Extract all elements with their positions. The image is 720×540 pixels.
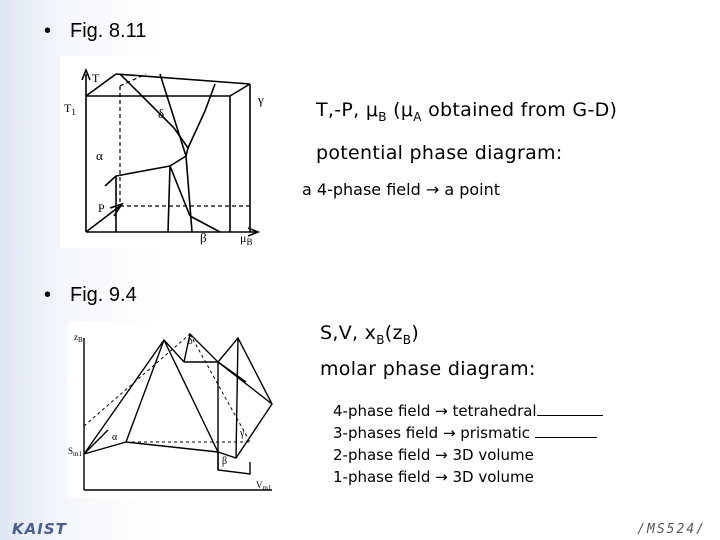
label-gamma: γ (258, 92, 264, 107)
fig811-line2: potential phase diagram: (316, 142, 563, 164)
label-Sm: $S_{m1}$ (68, 446, 82, 458)
fig94-line1: S,V, $x_B(z_B)$ (320, 322, 420, 347)
label-T1: $T_1$ (64, 101, 76, 117)
label-beta: β (222, 456, 228, 467)
bullet-marker: • (44, 20, 52, 42)
label-T: T (92, 71, 100, 85)
label-Vm: $V_{m1}$ (256, 480, 272, 492)
fig811-line3: a 4-phase field → a point (302, 180, 501, 199)
bullet-label: Fig. 8.11 (70, 20, 147, 42)
fig94-line2: molar phase diagram: (320, 358, 536, 380)
bullet-fig-8-11 (44, 20, 146, 43)
figure-8-11-drawing (60, 56, 282, 248)
label-muB: $\mu_B$ (240, 231, 253, 247)
label-zB: $z_B$ (74, 332, 83, 344)
arrow-icon: → (435, 446, 448, 464)
list-item-4phase: 4-phase field → tetrahedral (333, 402, 603, 420)
bullet-label: Fig. 9.4 (70, 284, 137, 306)
arrow-icon: → (435, 468, 448, 486)
underline-blank (537, 415, 603, 416)
arrow-icon: → (425, 180, 440, 199)
arrow-icon: → (435, 402, 448, 420)
fig811-line1: T,-P, $\mu_B$ ($\mu_A$ obtained from G-D) (316, 99, 618, 124)
label-delta: δ (188, 336, 193, 347)
figure-9-4-drawing (68, 322, 280, 498)
figure-8-11 (60, 56, 282, 248)
list-item-3phase: 3-phases field → prismatic (333, 424, 597, 442)
label-gamma: γ (240, 428, 245, 439)
kaist-logo: KAIST (12, 520, 67, 538)
label-P: P (98, 201, 105, 215)
list-item-1phase: 1-phase field → 3D volume (333, 468, 534, 486)
label-alpha: α (112, 432, 118, 443)
label-delta: δ (158, 106, 165, 121)
bullet-fig-9-4 (44, 284, 137, 307)
underline-blank (535, 437, 597, 438)
list-item-2phase: 2-phase field → 3D volume (333, 446, 534, 464)
arrow-icon: → (442, 424, 456, 442)
bullet-marker: • (44, 284, 52, 306)
course-code: /MS524/ (637, 522, 706, 537)
label-alpha: α (96, 148, 103, 163)
label-beta: β (200, 230, 207, 245)
figure-9-4 (68, 322, 280, 498)
